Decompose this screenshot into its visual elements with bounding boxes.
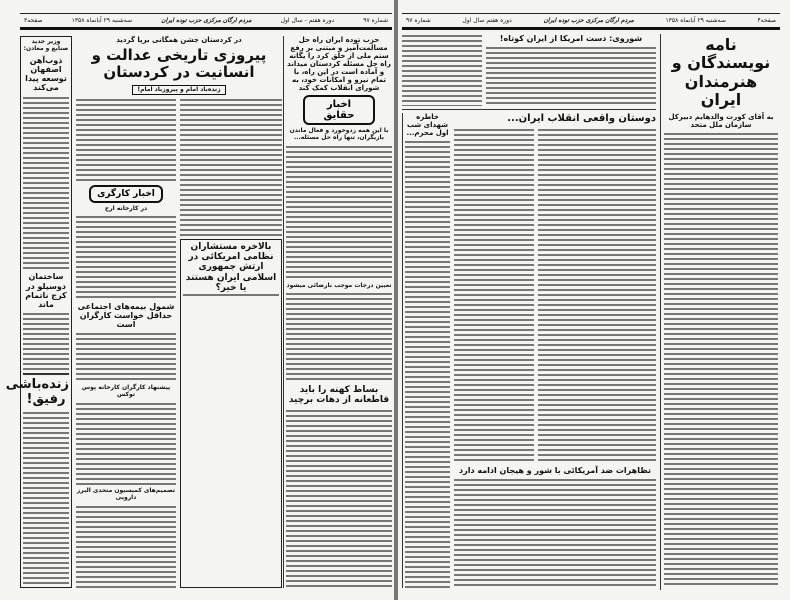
headline-insurance: شمول بیمه‌های اجتماعی حداقل خواست کارگران است <box>77 301 175 330</box>
date: سه‌شنبه ۲۹ آبانماه ۱۳۵۸ <box>665 17 726 24</box>
issue-number: شماره ۹۷ <box>363 17 388 24</box>
headline-kicker: وزیر جدید صنایع و معادن: <box>23 38 69 52</box>
headline-kurdistan: پیروزی تاریخی عدالت و انسانیت در کردستان <box>91 46 267 82</box>
headline-decision: تصمیم‌های کمیسیون متحدی البرز دارویی <box>76 487 176 501</box>
headline-martyrs: خاطره شهدای شب اول محرم... <box>406 113 449 138</box>
advisors-box <box>180 239 282 588</box>
headline-railway: ساختمان دوسیلو در کرج ناتمام ماند <box>25 272 67 310</box>
headline-bota: پیشنهاد کارگران کارخانه پوس توکس <box>81 384 171 398</box>
period: دوره هفتم سال اول <box>462 17 512 24</box>
workers-badge: اخبار کارگری <box>89 185 163 203</box>
subhead-ranks: تعیین درجات موجب نارضائی میشود <box>286 281 392 289</box>
headline-protests: تظاهرات ضد آمریکائی با شور و هیجان ادامه دارد <box>459 465 651 475</box>
masthead: مردم ارگان مرکزی حزب توده ایران <box>161 17 252 24</box>
masthead: مردم ارگان مرکزی حزب توده ایران <box>543 17 634 24</box>
headline-tudeh: حزب توده ایران راه حل مسالمت‌آمیز و مبتنی بر رفع ستم ملی از خلق کرد را یگانه راه حل مسئله کردستان میداند و آماده است در این راه، با تمام نیرو و امکانات خود، به شورای انقلاب کمک کند <box>287 36 391 93</box>
middle-region <box>76 36 282 588</box>
headline-old-carpet: بساط کهنه را باید قاطعانه از دهات برچید <box>288 385 390 406</box>
main-area <box>402 34 656 588</box>
slogan-box: زنده‌باد امام و پیروزباد امام! <box>132 85 225 96</box>
news-badge: اخبار حقایق <box>303 95 375 125</box>
right-newspaper-page <box>398 0 790 600</box>
issue-number: شماره ۹۷ <box>406 17 431 24</box>
news-subhead: با این همه زدوخورد و فعال ماندن بازیگران، تنها راه حل مسئله... <box>289 127 389 142</box>
page-header <box>20 13 392 30</box>
page-number: صفحه۳ <box>24 17 43 24</box>
headline-advisors: بالاخره مستشاران نظامی امریکائی در ارتش جمهوری اسلامی ایران هستند یا خیر؟ <box>185 241 277 294</box>
headline-letter: نامه نویسندگان و هنرمندان ایران <box>671 35 771 110</box>
page-header <box>402 13 780 30</box>
headline-friends: دوستان واقعی انقلاب ایران... <box>507 113 656 124</box>
side-column <box>5 36 72 588</box>
date: سه‌شنبه ۲۹ آبانماه ۱۳۵۸ <box>71 17 133 24</box>
letter-column <box>664 36 778 588</box>
headline-kicker: در کردستان جشن همگانی برپا گردید <box>116 36 242 44</box>
headline-soviet: شوروی: دست امریکا از ایران کوتاه! <box>499 34 643 43</box>
page-number: صفحه۴ <box>757 17 776 24</box>
subhead-letter: به آقای کورت والدهایم دبیرکل سازمان ملل متحد <box>668 112 774 129</box>
workers-subhead: در کارخانه ارج <box>104 204 148 212</box>
period: دوره هفتم - سال اول <box>280 17 335 24</box>
headline-steel: ذوب‌آهن اصفهان توسعه پیدا می‌کند <box>25 55 67 93</box>
tudeh-column <box>286 36 392 588</box>
headline-long-live: زنده‌باشی رفیق! <box>5 377 69 408</box>
